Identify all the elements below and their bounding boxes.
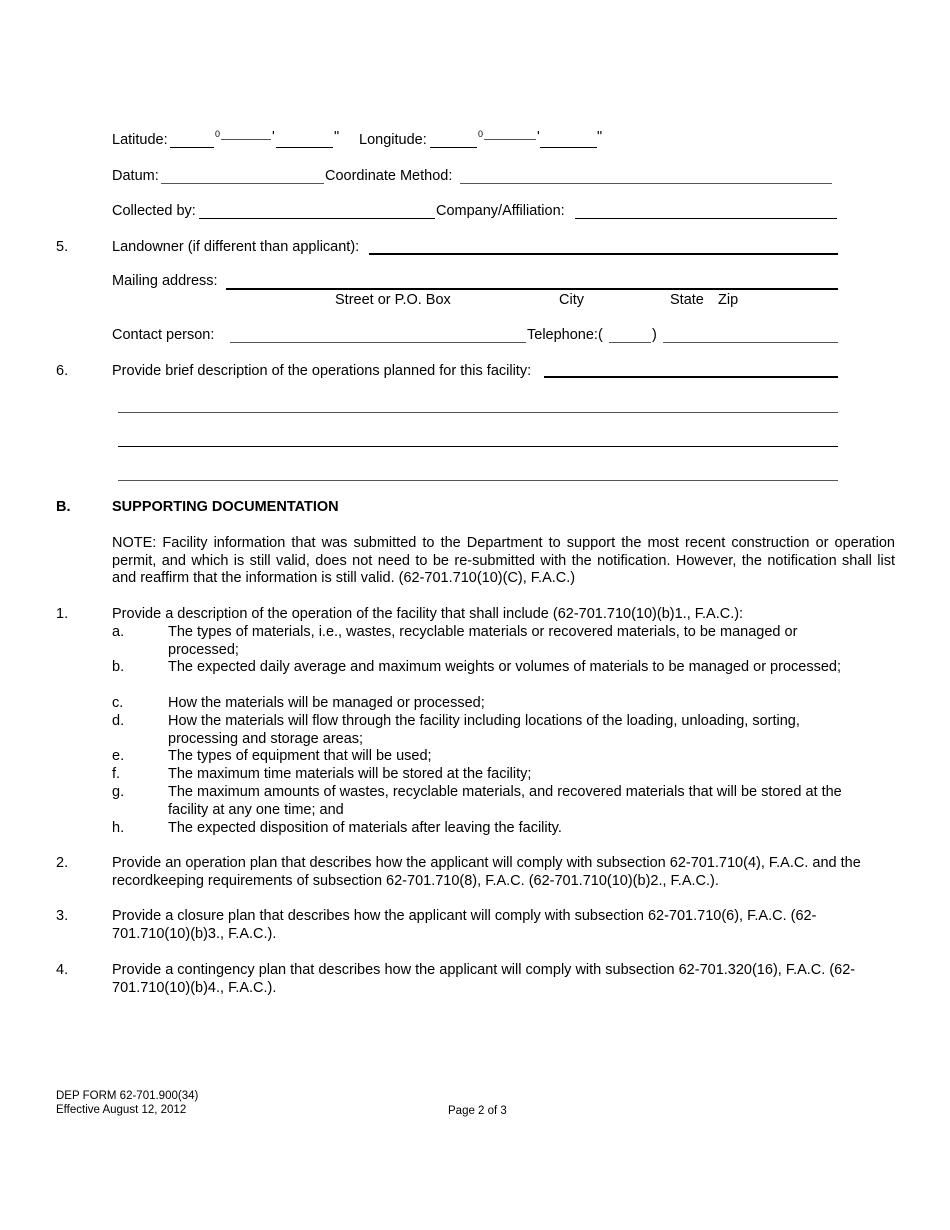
doc-item-4-number: 4.	[56, 962, 69, 978]
contact-person-label: Contact person:	[112, 327, 215, 343]
section-b-title: SUPPORTING DOCUMENTATION	[112, 499, 339, 515]
telephone-area-code-field[interactable]	[609, 342, 651, 343]
telephone-close-paren: )	[652, 327, 657, 343]
company-affiliation-label: Company/Affiliation:	[436, 203, 565, 219]
doc-item-3-text: Provide a closure plan that describes how the applicant will comply with subsection 62-701.710(6), F.A.C. (62-701.710(10)(b)3., F.A.C.).	[112, 908, 817, 942]
subitem-a-text: The types of materials, i.e., wastes, recyclable materials or recovered materials, to be managed or processed;	[168, 624, 798, 658]
longitude-label: Longitude:	[359, 132, 427, 148]
subitem-d-text: How the materials will flow through the facility including locations of the loading, unloading, sorting, processing and storage areas;	[168, 713, 800, 747]
mailing-address-field[interactable]	[226, 288, 838, 290]
latitude-second-symbol: "	[334, 129, 340, 145]
operations-description-label: Provide brief description of the operations planned for this facility:	[112, 363, 532, 379]
latitude-minutes-field[interactable]	[221, 139, 271, 140]
footer-form-number: DEP FORM 62-701.900(34)	[56, 1090, 199, 1102]
section-b-note: NOTE: Facility information that was submitted to the Department to support the most recent construction or operation permit, and which is still valid, does not need to be re-submitted with the notification. However, the notification shall list and reaffirm that the information is still valid. (62-701.710(10)(C), F.A.C.)	[112, 535, 895, 586]
coordinate-method-field[interactable]	[460, 183, 832, 184]
operations-description-line-2[interactable]	[118, 412, 838, 413]
operations-description-field[interactable]	[544, 376, 838, 378]
longitude-minute-symbol: '	[537, 129, 540, 145]
contact-person-field[interactable]	[230, 342, 526, 343]
doc-item-1-text: Provide a description of the operation of the facility that shall include (62-701.710(10)(b)1., F.A.C.):	[112, 606, 744, 622]
doc-item-3-number: 3.	[56, 908, 69, 924]
city-caption: City	[559, 292, 584, 308]
latitude-label: Latitude:	[112, 132, 168, 148]
subitem-c-letter: c.	[112, 695, 124, 711]
subitem-g-text: The maximum amounts of wastes, recyclable materials, and recovered materials that will be stored at the facility at any one time; and	[168, 784, 842, 818]
section-b-letter: B.	[56, 499, 71, 515]
company-affiliation-field[interactable]	[575, 218, 837, 219]
zip-caption: Zip	[718, 292, 739, 308]
footer-effective-date: Effective August 12, 2012	[56, 1104, 187, 1116]
doc-item-1-number: 1.	[56, 606, 69, 622]
collected-by-label: Collected by:	[112, 203, 196, 219]
subitem-c-text: How the materials will be managed or processed;	[168, 695, 485, 711]
landowner-label: Landowner (if different than applicant):	[112, 239, 360, 255]
coordinate-method-label: Coordinate Method:	[325, 168, 453, 184]
doc-item-4-text: Provide a contingency plan that describes how the applicant will comply with subsection 62-701.320(16), F.A.C. (62-701.710(10)(b)4., F.A.C.).	[112, 962, 856, 996]
latitude-minute-symbol: '	[272, 129, 275, 145]
subitem-e-text: The types of equipment that will be used;	[168, 748, 432, 764]
longitude-minutes-field[interactable]	[484, 139, 536, 140]
collected-by-field[interactable]	[199, 218, 435, 219]
longitude-seconds-field[interactable]	[540, 147, 597, 148]
operations-description-line-4[interactable]	[118, 480, 838, 481]
subitem-b-letter: b.	[112, 659, 125, 675]
item-6-number: 6.	[56, 363, 69, 379]
datum-label: Datum:	[112, 168, 159, 184]
subitem-g-letter: g.	[112, 784, 125, 800]
doc-item-2-text: Provide an operation plan that describes how the applicant will comply with subsection 62-701.710(4), F.A.C. and the recordkeeping requirements of subsection 62-701.710(8), F.A.C. (62-701.710(10)(b)2., F.A.C.).	[112, 855, 861, 889]
subitem-b-text: The expected daily average and maximum weights or volumes of materials to be managed or processed;	[168, 659, 841, 675]
telephone-label: Telephone:(	[527, 327, 603, 343]
mailing-address-label: Mailing address:	[112, 273, 218, 289]
subitem-d-letter: d.	[112, 713, 125, 729]
subitem-a-letter: a.	[112, 624, 125, 640]
latitude-seconds-field[interactable]	[276, 147, 333, 148]
subitem-h-letter: h.	[112, 820, 125, 836]
longitude-degree-symbol: 0	[478, 129, 484, 139]
state-caption: State	[670, 292, 704, 308]
street-caption: Street or P.O. Box	[335, 292, 451, 308]
telephone-number-field[interactable]	[663, 342, 838, 343]
datum-field[interactable]	[161, 183, 324, 184]
longitude-second-symbol: "	[597, 129, 603, 145]
operations-description-line-3[interactable]	[118, 446, 838, 447]
item-5-number: 5.	[56, 239, 69, 255]
subitem-h-text: The expected disposition of materials after leaving the facility.	[168, 820, 562, 836]
longitude-degrees-field[interactable]	[430, 147, 477, 148]
landowner-field[interactable]	[369, 253, 838, 255]
doc-item-2-number: 2.	[56, 855, 69, 871]
subitem-e-letter: e.	[112, 748, 125, 764]
latitude-degrees-field[interactable]	[170, 147, 214, 148]
subitem-f-letter: f.	[112, 766, 121, 782]
latitude-degree-symbol: 0	[215, 129, 221, 139]
subitem-f-text: The maximum time materials will be stored at the facility;	[168, 766, 532, 782]
footer-page-number: Page 2 of 3	[448, 1105, 507, 1117]
